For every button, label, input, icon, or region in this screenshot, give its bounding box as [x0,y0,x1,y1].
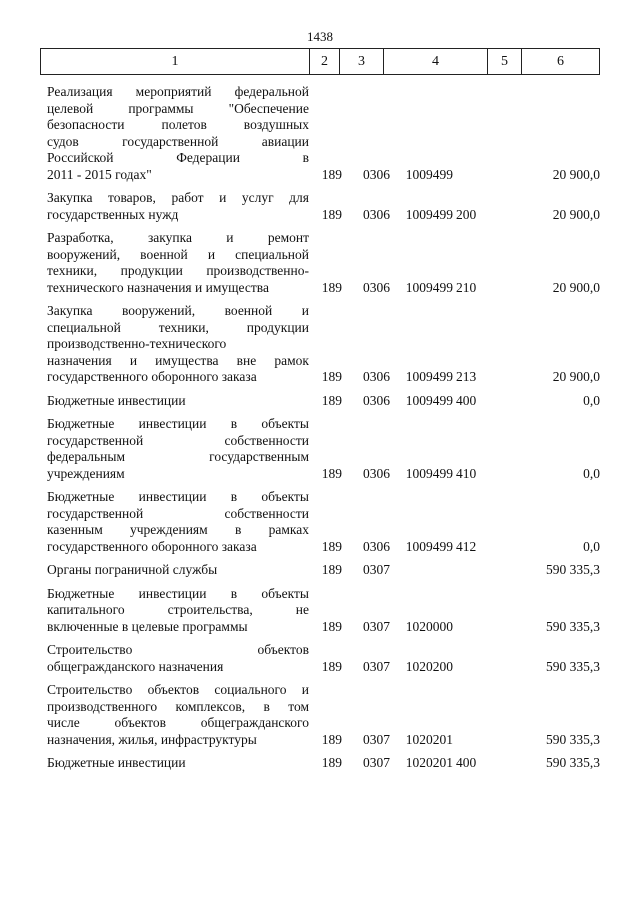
row-cell-c4: 1020200 [405,658,453,674]
row-name-line: специальной техники, продукции [47,319,309,335]
table-row [47,586,600,636]
row-cell-c2: 189 [321,731,342,747]
row-name-line: Строительство объектов [47,642,309,657]
table-body [47,84,600,779]
row-cell-c6: 590 335,3 [546,731,600,747]
row-name-line: техники, продукции производственно- [47,263,309,278]
row-cell-c3: 0307 [363,562,390,577]
row-cell-c3: 0306 [363,279,390,295]
row-cell-c4: 1009499 [405,166,453,182]
row-name [47,230,309,296]
row-name-line: общегражданского назначения [47,658,224,674]
row-cell-c5: 210 [456,279,477,295]
row-name-line: Бюджетные инвестиции в объекты [47,489,309,504]
row-cell-c6: 590 335,3 [546,755,600,770]
row-name-line: государственных нужд [47,206,179,222]
row-name-line: Органы пограничной службы [47,562,218,577]
row-name-line: капитального строительства, не [47,602,309,617]
row-name-line: Реализация мероприятий федеральной [47,84,309,99]
row-name-line: Строительство объектов социального и [47,682,309,697]
row-cell-c2: 189 [321,369,342,384]
row-name-line: судов государственной авиации [47,133,309,149]
row-name [47,393,309,410]
row-cell-c4: 1009499 [405,538,453,554]
row-cell-c5: 412 [456,538,477,554]
row-name-line: государственной собственности [47,505,309,521]
row-cell-c5: 213 [456,369,477,384]
row-cell-c3: 0306 [363,369,390,384]
row-cell-c4: 1009499 [405,206,453,222]
table-row [47,416,600,482]
row-cell-c4: 1009499 [405,392,453,408]
table-row [47,84,600,183]
row-cell-c2: 189 [321,206,342,222]
table-row [47,562,600,579]
row-cell-c4: 1009499 [405,465,453,481]
table-row [47,642,600,675]
table-row [47,303,600,386]
header-col-3: 3 [339,49,383,74]
row-cell-c2: 189 [321,538,342,554]
row-cell-c6: 590 335,3 [546,562,600,577]
row-cell-c2: 189 [321,755,342,770]
row-name-line: технического назначения и имущества [47,279,269,295]
row-name-line: Бюджетные инвестиции в объекты [47,585,309,601]
page-number: 1438 [307,29,333,44]
row-cell-c3: 0306 [363,465,390,481]
row-name-line: производственно-технического [47,336,227,351]
row-cell-c6: 20 900,0 [552,206,600,222]
table-row [47,755,600,772]
row-name-line: Бюджетные инвестиции [47,755,186,770]
row-name [47,586,309,636]
row-cell-c3: 0306 [363,392,390,408]
row-name-line: числе объектов общегражданского [47,715,309,730]
row-cell-c6: 20 900,0 [552,279,600,295]
header-col-5: 5 [487,49,521,74]
row-cell-c3: 0307 [363,658,390,674]
row-cell-c3: 0307 [363,731,390,747]
row-cell-c2: 189 [321,392,342,408]
row-name-line: вооружений, военной и специальной [47,246,309,262]
row-name [47,562,309,579]
row-name-line: федеральным государственным [47,449,309,464]
row-cell-c4: 1020201 [405,755,453,770]
row-name [47,303,309,386]
row-name-line: Российской Федерации в [47,150,309,165]
row-cell-c3: 0307 [363,618,390,634]
table-header [40,48,600,75]
row-name-line: казенным учреждениям в рамках [47,522,309,537]
row-name-line: государственного оборонного заказа [47,538,257,554]
header-col-4: 4 [383,49,487,74]
row-cell-c3: 0306 [363,538,390,554]
row-name-line: Бюджетные инвестиции в объекты [47,416,309,431]
row-name [47,190,309,223]
row-name [47,642,309,675]
row-name [47,84,309,183]
row-name-line: Бюджетные инвестиции [47,392,186,408]
row-cell-c2: 189 [321,465,342,481]
row-cell-c6: 590 335,3 [546,658,600,674]
row-cell-c5: 400 [456,755,477,770]
table-row [47,682,600,748]
row-name-line: Закупка вооружений, военной и [47,303,309,318]
row-cell-c6: 0,0 [583,465,600,481]
row-name-line: безопасности полетов воздушных [47,117,309,132]
row-cell-c2: 189 [321,279,342,295]
row-cell-c6: 20 900,0 [552,369,600,384]
header-col-1: 1 [171,53,179,69]
row-name-line: назначения и имущества вне рамок [47,352,309,368]
row-name-line: целевой программы "Обеспечение [47,100,309,116]
row-cell-c4: 1009499 [405,369,453,384]
row-name-line: государственной собственности [47,432,309,448]
header-col-2: 2 [309,49,339,74]
row-cell-c3: 0306 [363,166,390,182]
row-cell-c5: 410 [456,465,477,481]
row-cell-c3: 0307 [363,755,390,770]
row-name [47,489,309,555]
table-row [47,393,600,410]
row-name-line: государственного оборонного заказа [47,369,257,384]
row-cell-c2: 189 [321,618,342,634]
row-name-line: учреждениям [47,465,125,481]
row-name-line: производственного комплексов, в том [47,698,309,714]
row-cell-c6: 590 335,3 [546,618,600,634]
row-name [47,416,309,482]
row-cell-c4: 1009499 [405,279,453,295]
row-name [47,682,309,748]
row-cell-c6: 0,0 [583,392,600,408]
row-cell-c2: 189 [321,658,342,674]
row-cell-c6: 20 900,0 [552,166,600,182]
table-row [47,230,600,296]
row-cell-c2: 189 [321,562,342,577]
table-row [47,190,600,223]
row-cell-c5: 400 [456,392,477,408]
row-cell-c4: 1020000 [405,618,453,634]
row-name-line: Закупка товаров, работ и услуг для [47,190,309,205]
header-col-6: 6 [521,49,599,74]
row-name-line: включенные в целевые программы [47,618,248,634]
table-row [47,489,600,555]
row-name-line: 2011 - 2015 годах" [47,166,152,182]
row-cell-c6: 0,0 [583,538,600,554]
row-name-line: Разработка, закупка и ремонт [47,230,309,245]
row-cell-c4: 1020201 [405,731,453,747]
row-name [47,755,309,772]
row-name-line: назначения, жилья, инфраструктуры [47,731,257,747]
row-cell-c3: 0306 [363,206,390,222]
row-cell-c5: 200 [456,206,477,222]
row-cell-c2: 189 [321,166,342,182]
